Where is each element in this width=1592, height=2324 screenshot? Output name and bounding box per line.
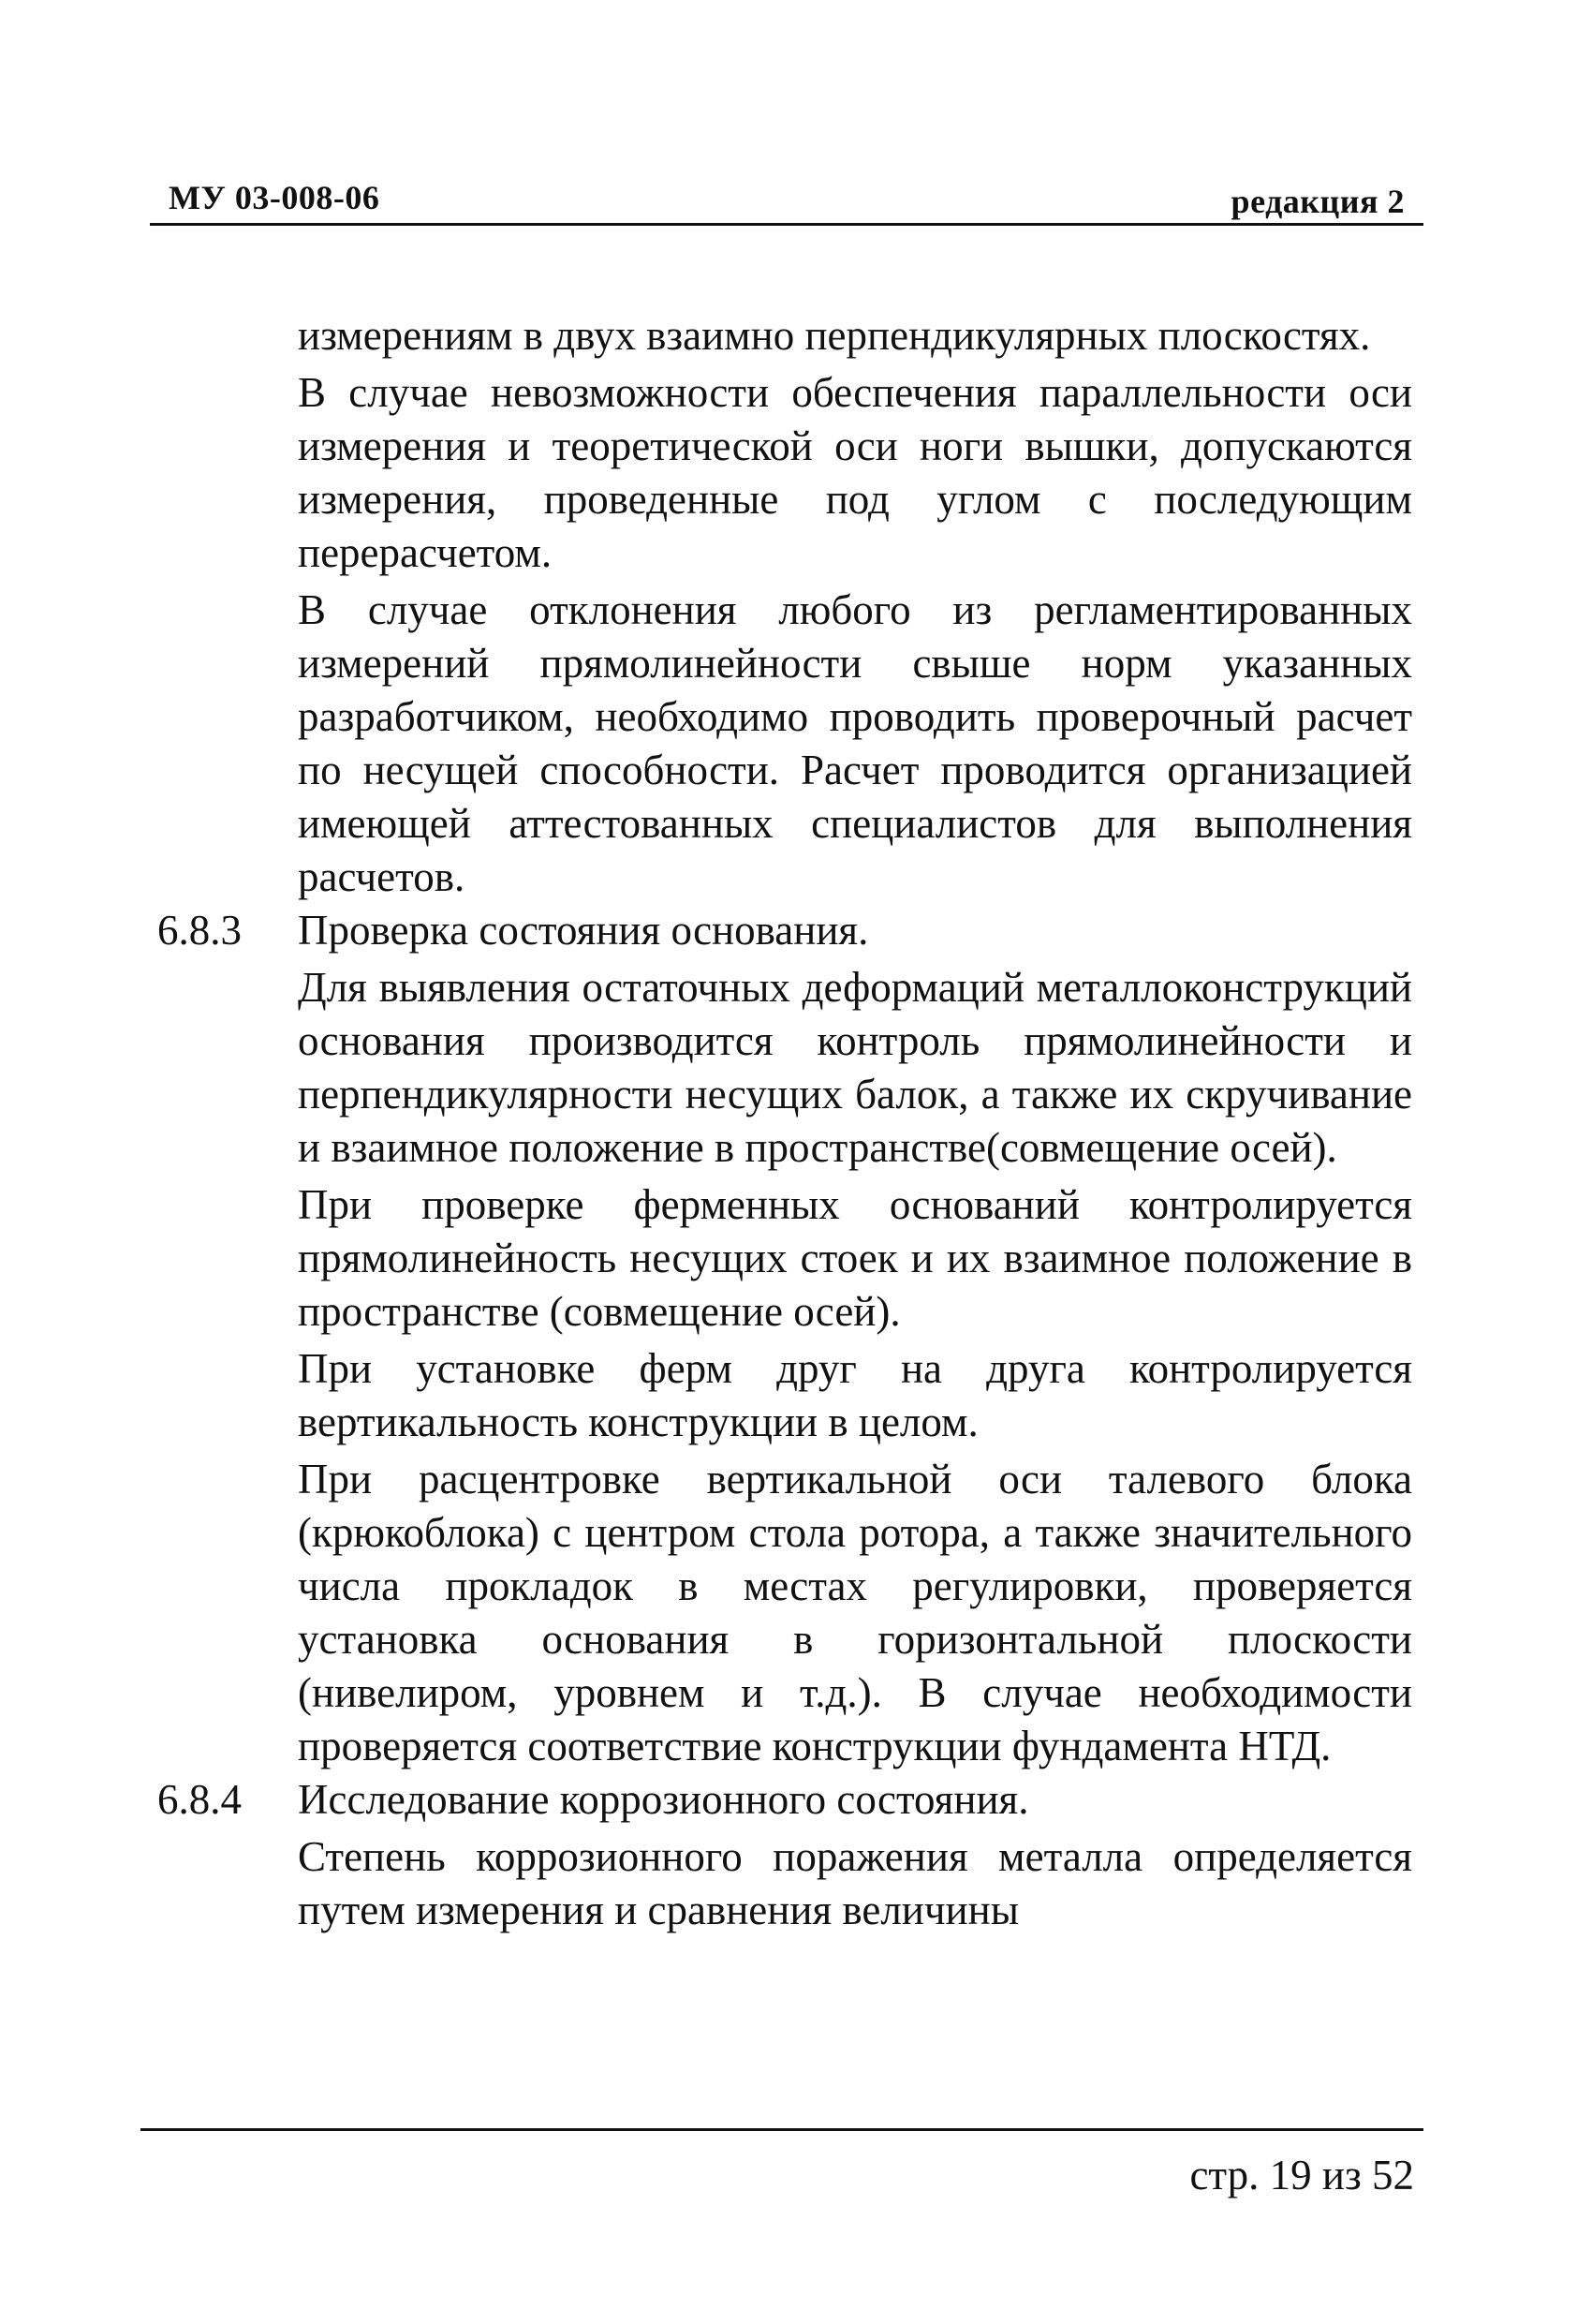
paragraph: В случае невозможности обеспечения параллельности оси измерения и теоретической оси ноги вышки, допускаются измерения, проведенные под углом с последующим перерасчетом.	[298, 369, 1412, 576]
page-number: стр. 19 из 52	[1189, 2152, 1414, 2198]
document-body	[150, 309, 1423, 1937]
paragraph: В случае отклонения любого из регламентированных измерений прямолинейности свыше норм указанных разработчиком, необходимо проводить проверочный расчет по несущей способности. Расчет проводится организацией имеющей аттестованных специалистов для выполнения расчетов.	[298, 586, 1412, 900]
paragraph: При установке ферм друг на друга контролируется вертикальность конструкции в целом.	[298, 1345, 1412, 1445]
document-code: МУ 03-008-06	[169, 179, 380, 216]
paragraph: При проверке ферменных оснований контролируется прямолинейность несущих стоек и их взаимное положение в пространстве (совмещение осей).	[298, 1181, 1412, 1335]
footer-divider	[140, 2128, 1423, 2131]
edition-label: редакция 2	[1231, 183, 1405, 220]
section-title: Проверка состояния основания.	[298, 907, 869, 954]
paragraph: При расцентровке вертикальной оси талевого блока (крюкоблока) с центром стола ротора, а также значительного числа прокладок в местах регулировки, проверяется установка основания в горизонтальной плоскости (нивелиром, уровнем и т.д.). В случае необходимости проверяется соответствие конструкции фундамента НТД.	[298, 1456, 1412, 1769]
section-title: Исследование коррозионного состояния.	[298, 1776, 1029, 1823]
paragraph: Степень коррозионного поражения металла определяется путем измерения и сравнения величины	[298, 1833, 1412, 1933]
section-6-8-4	[150, 1773, 1412, 1937]
page-header	[150, 178, 1423, 226]
section-number: 6.8.3	[157, 907, 242, 954]
paragraph: измерениям в двух взаимно перпендикулярных плоскостях.	[298, 312, 1371, 359]
paragraph: Для выявления остаточных деформаций металлоконструкций основания производится контроль прямолинейности и перпендикулярности несущих балок, а также их скручивание и взаимное положение в пространстве(совмещение осей).	[298, 964, 1412, 1171]
intro-block	[150, 309, 1412, 904]
section-number: 6.8.4	[157, 1776, 242, 1823]
section-6-8-3	[150, 904, 1412, 1773]
